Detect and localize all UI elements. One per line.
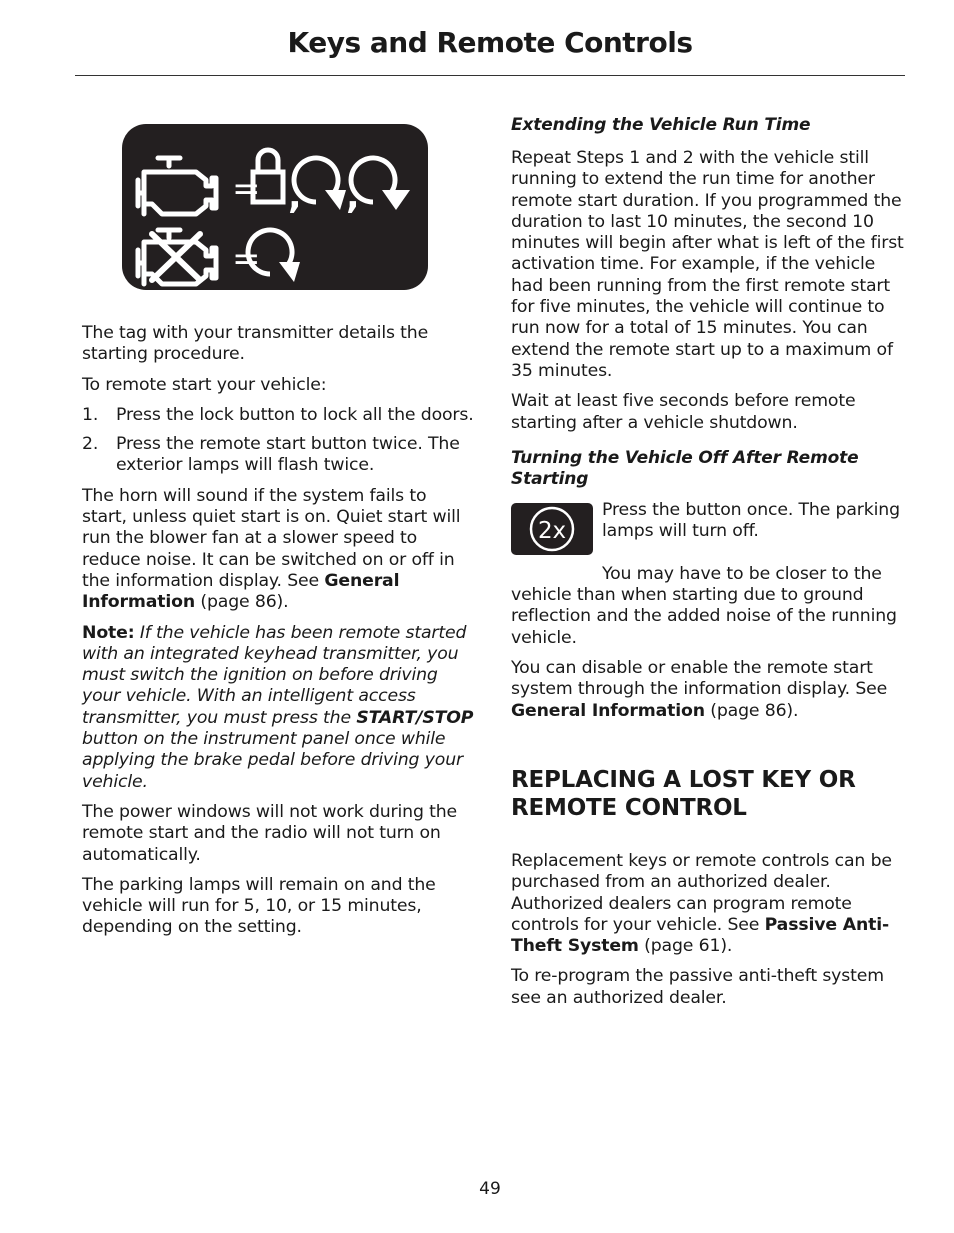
replace-paragraph: Replacement keys or remote controls can be purchased from an authorized dealer. Authorized dealers can program remote controls for your vehicle. See Passive Anti-Theft System (page 61). bbox=[511, 850, 892, 957]
press-once-text: Press the button once. The parking lamps will turn off. bbox=[602, 499, 900, 542]
cross-reference-link[interactable]: Passive Anti-Theft System bbox=[511, 914, 890, 957]
separator-comma: , bbox=[288, 176, 302, 217]
press-twice-icon bbox=[511, 503, 593, 555]
header-divider bbox=[75, 75, 905, 76]
step-number: 2. bbox=[82, 434, 99, 455]
step-text: Press the lock button to lock all the doors. bbox=[116, 404, 474, 425]
cross-reference-link[interactable]: General Information bbox=[82, 570, 400, 613]
svg-text:2x: 2x bbox=[538, 517, 566, 544]
wait-paragraph: Wait at least five seconds before remote starting after a vehicle shutdown. bbox=[511, 391, 856, 433]
note-label: Note: bbox=[82, 622, 135, 643]
remote-start-tag-graphic bbox=[122, 124, 428, 290]
note-paragraph: Note: If the vehicle has been remote started with an integrated keyhead transmitter, you must switch the ignition on before driving your vehicle. With an intelligent access transmitter, you must press the START/STOP button on the instrument panel once while applying the brake pedal before driving your vehicle. bbox=[82, 622, 474, 792]
equals-sign: = bbox=[232, 239, 261, 279]
windows-paragraph: The power windows will not work during the remote start and the radio will not turn on automatically. bbox=[82, 801, 458, 865]
reprogram-paragraph: To re-program the passive anti-theft system see an authorized dealer. bbox=[511, 966, 884, 1008]
left-column bbox=[82, 323, 474, 948]
step-list bbox=[82, 405, 474, 477]
subheading-turn-off: Turning the Vehicle Off After Remote Starting bbox=[511, 447, 859, 489]
step-text: Press the remote start button twice. The exterior lamps will flash twice. bbox=[116, 434, 460, 476]
step-number: 1. bbox=[82, 404, 99, 425]
page-number: 49 bbox=[479, 1179, 501, 1199]
subheading-extend: Extending the Vehicle Run Time bbox=[511, 115, 811, 135]
press-once-block bbox=[511, 500, 905, 555]
closer-paragraph: You may have to be closer to the vehicle than when starting due to ground reflection and the added noise of the running vehicle. bbox=[511, 563, 897, 648]
start-stop-label: START/STOP bbox=[356, 707, 474, 728]
intro-paragraph: The tag with your transmitter details the starting procedure. bbox=[82, 323, 429, 365]
right-column bbox=[511, 115, 905, 1018]
equals-sign: = bbox=[232, 169, 261, 209]
list-item bbox=[82, 434, 474, 477]
page-title: Keys and Remote Controls bbox=[287, 26, 693, 59]
list-item bbox=[82, 405, 474, 426]
section-heading: REPLACING A LOST KEY OR REMOTE CONTROL bbox=[511, 766, 856, 821]
disable-paragraph: You can disable or enable the remote start system through the information display. See General Information (page 86). bbox=[511, 658, 888, 721]
separator-comma: , bbox=[346, 176, 360, 217]
lamps-paragraph: The parking lamps will remain on and the vehicle will run for 5, 10, or 15 minutes, depending on the setting. bbox=[82, 874, 436, 938]
horn-paragraph: The horn will sound if the system fails to start, unless quiet start is on. Quiet start will run the blower fan at a slower speed to reduce noise. It can be switched on or off in the information display. See General Information (page 86). bbox=[82, 485, 461, 613]
extend-paragraph: Repeat Steps 1 and 2 with the vehicle still running to extend the run time for another remote start duration. If you programmed the duration to last 10 minutes, the second 10 minutes will begin after what is left of the first activation time. For example, if the vehicle had been running from the first remote start for five minutes, the vehicle will continue to run now for a total of 15 minutes. You can extend the remote start up to a maximum of 35 minutes. bbox=[511, 148, 904, 381]
cross-reference-link[interactable]: General Information bbox=[511, 700, 705, 721]
intro-lead: To remote start your vehicle: bbox=[82, 374, 327, 395]
